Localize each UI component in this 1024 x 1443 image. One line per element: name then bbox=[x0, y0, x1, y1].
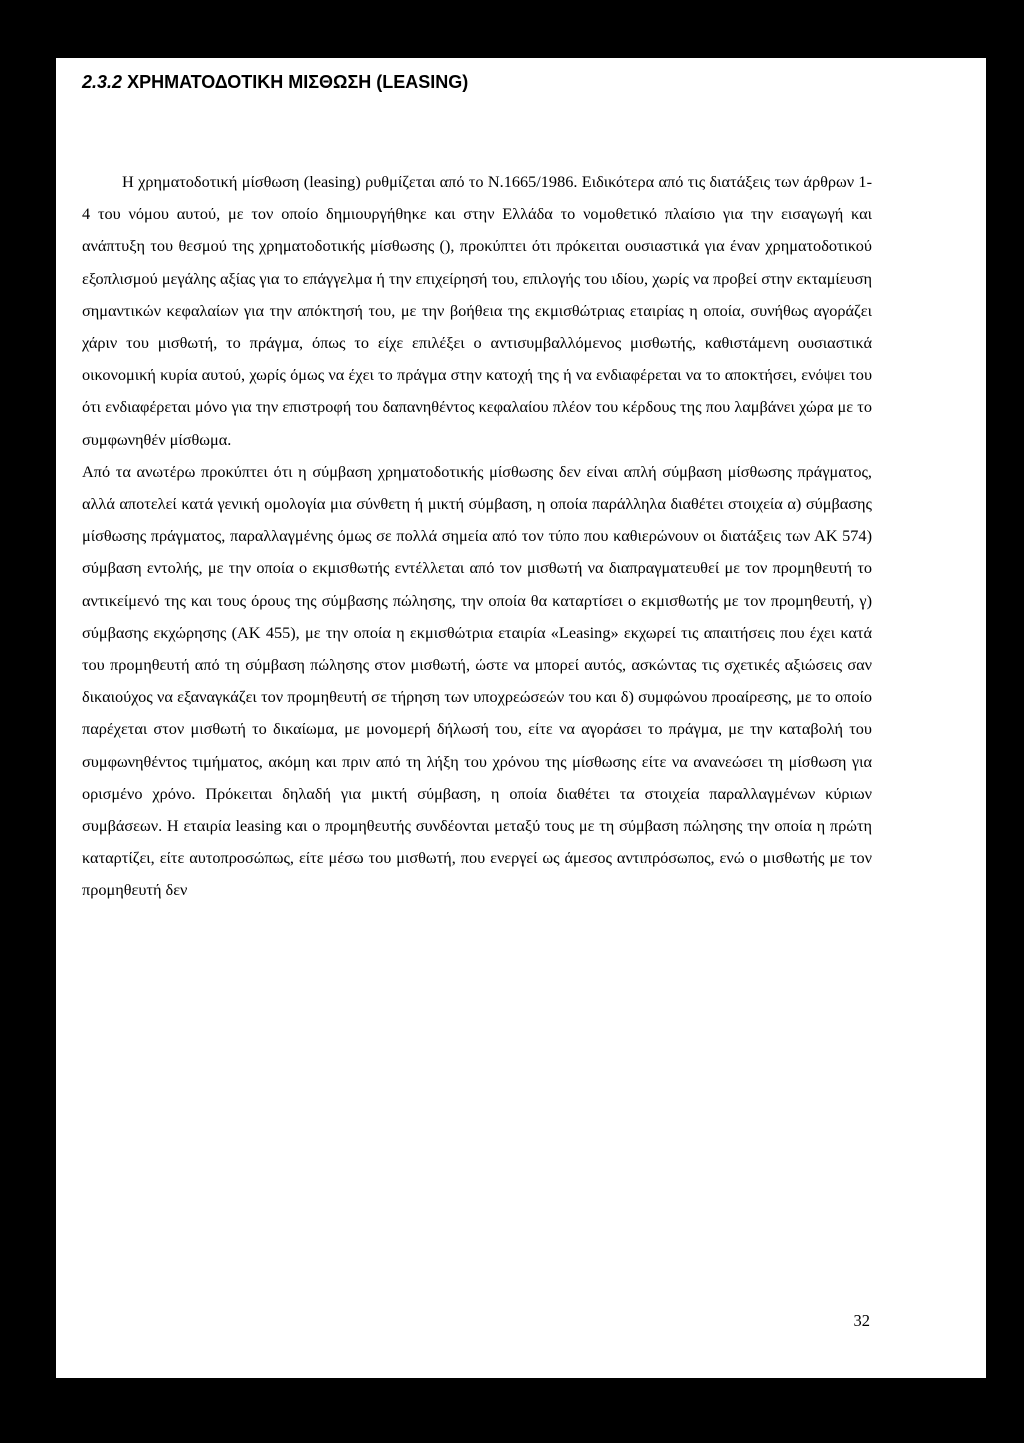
section-title: ΧΡΗΜΑΤΟΔΟΤΙΚΗ ΜΙΣΘΩΣΗ (LEASING) bbox=[127, 72, 469, 92]
paragraph-1: Η χρηματοδοτική μίσθωση (leasing) ρυθμίζεται από το Ν.1665/1986. Ειδικότερα από τις διατάξεις των άρθρων 1-4 του νόμου αυτού, με τον οποίο δημιουργήθηκε και στην Ελλάδα το νομοθετικό πλαίσιο για την εισαγωγή και ανάπτυξη του θεσμού της χρηματοδοτικής μίσθωσης (), προκύπτει ότι πρόκειται ουσιαστικά για έναν χρηματοδοτικού εξοπλισμού μεγάλης αξίας για το επάγγελμα ή την επιχείρησή του, επιλογής του ιδίου, χωρίς να προβεί στην εκταμίευση σημαντικών κεφαλαίων για την απόκτησή του, με την βοήθεια της εκμισθώτριας εταιρίας η οποία, συνήθως αγοράζει χάριν του μισθωτή, το πράγμα, όπως το είχε επιλέξει ο αντισυμβαλλόμενος μισθωτής, καθιστάμενη ουσιαστικά οικονομική κυρία αυτού, χωρίς όμως να έχει το πράγμα στην κατοχή της ή να ενδιαφέρεται να το αποκτήσει, ενόψει του ότι ενδιαφέρεται μόνο για την επιστροφή του δαπανηθέντος κεφαλαίου πλέον του κέρδους της που λαμβάνει χώρα με το συμφωνηθέν μίσθωμα. bbox=[82, 172, 872, 449]
page-number: 32 bbox=[853, 1311, 870, 1330]
section-heading bbox=[82, 72, 468, 93]
body-text bbox=[82, 166, 872, 907]
paragraph-2: Από τα ανωτέρω προκύπτει ότι η σύμβαση χρηματοδοτικής μίσθωσης δεν είναι απλή σύμβαση μίσθωσης πράγματος, αλλά αποτελεί κατά γενική ομολογία μια σύνθετη ή μικτή σύμβαση, η οποία παράλληλα διαθέτει στοιχεία α) σύμβασης μίσθωσης πράγματος, παραλλαγμένης όμως σε πολλά σημεία από τον τύπο που καθιερώνουν οι διατάξεις των ΑΚ 574) σύμβαση εντολής, με την οποία ο εκμισθωτής εντέλλεται από τον μισθωτή να διαπραγματευθεί με τον προμηθευτή το αντικείμενό της και τους όρους της σύμβασης πώλησης, την οποία θα καταρτίσει ο εκμισθωτής με τον προμηθευτή, γ) σύμβασης εκχώρησης (ΑΚ 455), με την οποία η εκμισθώτρια εταιρία «Leasing» εκχωρεί τις απαιτήσεις που έχει κατά του προμηθευτή από τη σύμβαση πώλησης στον μισθωτή, ώστε να μπορεί αυτός, ασκώντας τις σχετικές αξιώσεις σαν δικαιούχος να εξαναγκάζει τον προμηθευτή σε τήρηση των υποχρεώσεών του και δ) συμφώνου προαίρεσης, με το οποίο παρέχεται στον μισθωτή το δικαίωμα, με μονομερή δήλωσή του, είτε να αγοράσει το πράγμα, με την καταβολή του συμφωνηθέντος τιμήματος, ακόμη και πριν από τη λήξη του χρόνου της μίσθωσης είτε να ανανεώσει τη μίσθωση για ορισμένο χρόνο. Πρόκειται δηλαδή για μικτή σύμβαση, η οποία διαθέτει τα στοιχεία παραλλαγμένων κύριων συμβάσεων. Η εταιρία leasing και ο προμηθευτής συνδέονται μεταξύ τους με τη σύμβαση πώλησης την οποία η πρώτη καταρτίζει, είτε αυτοπροσώπως, είτε μέσω του μισθωτή, που ενεργεί ως άμεσος αντιπρόσωπος, ενώ ο μισθωτής με τον προμηθευτή δεν bbox=[82, 461, 872, 900]
section-number: 2.3.2 bbox=[82, 72, 123, 92]
